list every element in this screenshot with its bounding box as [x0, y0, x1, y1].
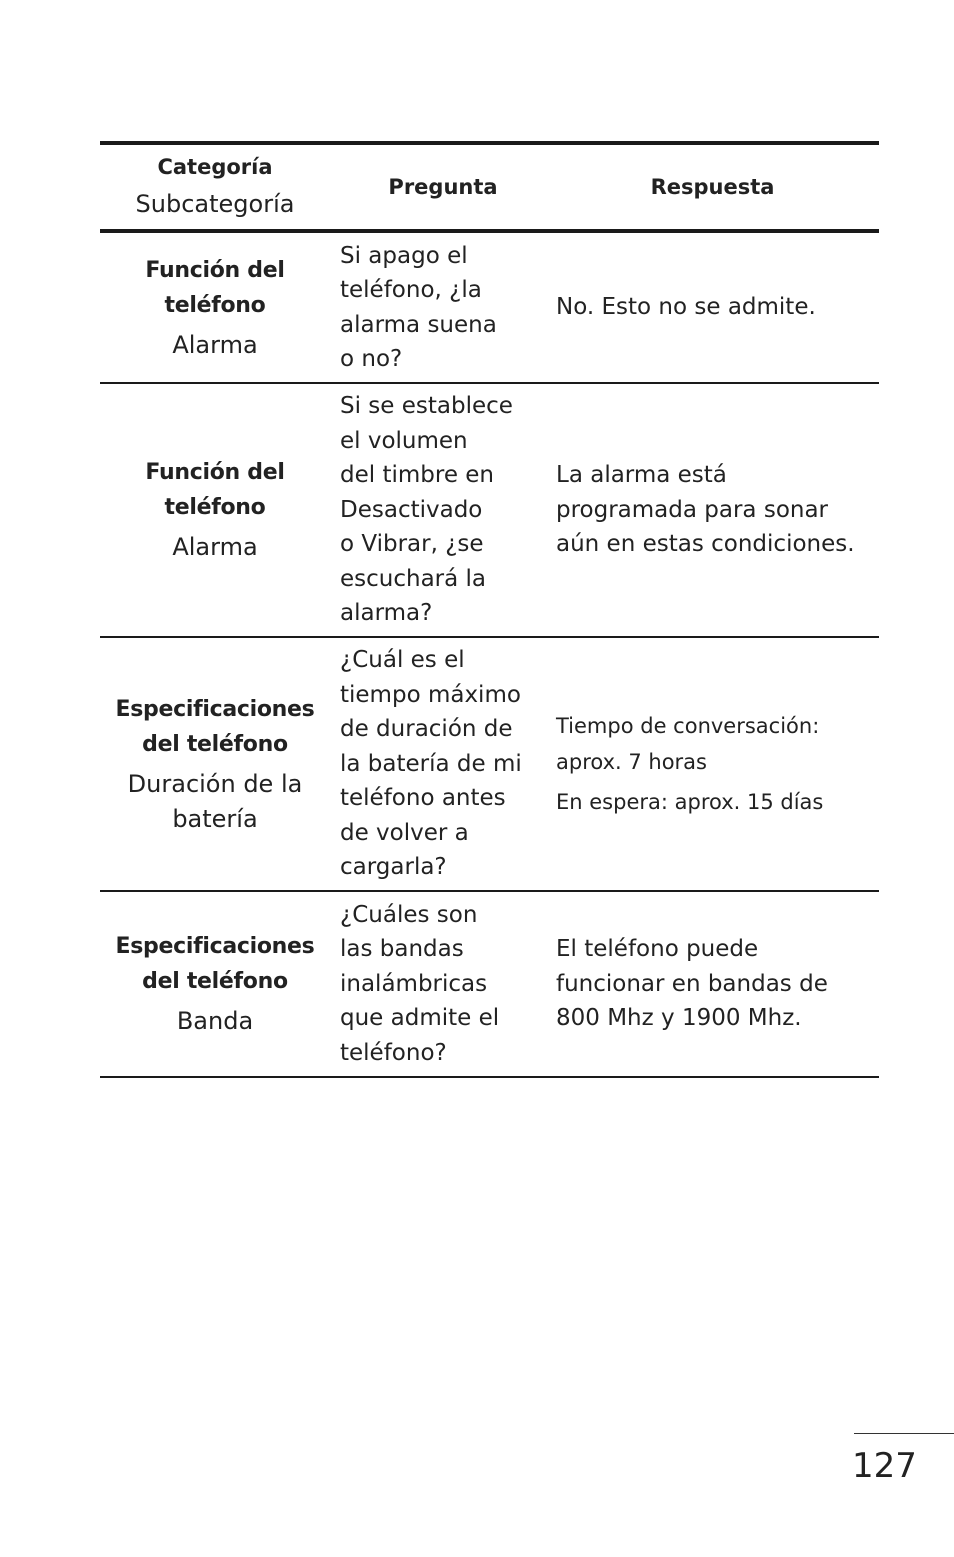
- subcategory-line: Alarma: [172, 533, 258, 561]
- category-cell: [100, 638, 330, 890]
- subcategory-line: batería: [172, 804, 258, 833]
- answer-line: No. Esto no se admite.: [556, 294, 816, 321]
- question-line: escuchará la: [340, 565, 487, 592]
- header-question-cell: [330, 145, 546, 229]
- category-line: teléfono: [164, 495, 266, 520]
- header-answer-label: Respuesta: [650, 175, 775, 199]
- category-line: del teléfono: [142, 731, 288, 757]
- question-line: inalámbricas: [340, 970, 488, 997]
- question-line: de volver a: [340, 819, 469, 846]
- answer-line: Tiempo de conversación:: [556, 714, 820, 738]
- question-line: tiempo máximo: [340, 681, 521, 708]
- category-line: Función del: [145, 257, 285, 283]
- category-line: Función del: [145, 460, 285, 485]
- question-line: las bandas: [340, 936, 464, 963]
- header-category-label: Categoría: [157, 155, 273, 179]
- question-line: o Vibrar, ¿se: [340, 531, 484, 558]
- question-line: del timbre en: [340, 462, 495, 489]
- question-line: la batería de mi: [340, 750, 522, 777]
- answer-cell: [546, 892, 879, 1076]
- question-line: alarma suena: [340, 311, 497, 338]
- question-line: teléfono antes: [340, 785, 506, 812]
- question-cell: [330, 638, 546, 890]
- question-cell: [330, 384, 546, 636]
- answer-line: El teléfono puede: [556, 936, 759, 963]
- table-row: [100, 892, 879, 1076]
- answer-line: funcionar en bandas de: [556, 970, 828, 997]
- subcategory-line: Duración de la: [127, 769, 303, 798]
- question-line: Si apago el: [340, 242, 468, 269]
- page-number: 127: [852, 1446, 917, 1486]
- question-line: teléfono?: [340, 1039, 447, 1066]
- question-line: el volumen: [340, 427, 468, 454]
- question-cell: [330, 892, 546, 1076]
- answer-cell: [546, 233, 879, 382]
- header-answer-cell: [546, 145, 879, 229]
- question-line: ¿Cuál es el: [340, 647, 465, 674]
- header-subcategory-label: Subcategoría: [135, 190, 295, 218]
- answer-line: La alarma está: [556, 462, 727, 489]
- header-question-label: Pregunta: [388, 175, 498, 199]
- table-header-row: [100, 145, 879, 233]
- subcategory-line: Banda: [176, 1007, 254, 1035]
- answer-cell: [546, 384, 879, 636]
- answer-line: En espera: aprox. 15 días: [556, 790, 824, 814]
- question-line: Si se establece: [340, 393, 513, 420]
- question-cell: [330, 233, 546, 382]
- question-line: cargarla?: [340, 854, 447, 881]
- category-cell: [100, 384, 330, 636]
- faq-table: [100, 141, 879, 1078]
- answer-line: aprox. 7 horas: [556, 750, 707, 774]
- category-line: Especificaciones: [115, 934, 315, 959]
- question-line: teléfono, ¿la: [340, 277, 482, 303]
- category-cell: [100, 233, 330, 382]
- question-line: o no?: [340, 346, 403, 372]
- answer-cell: [546, 638, 879, 890]
- answer-line: 800 Mhz y 1900 Mhz.: [556, 1005, 802, 1032]
- question-line: ¿Cuáles son: [340, 901, 478, 928]
- subcategory-line: Alarma: [172, 330, 258, 359]
- page-number-divider: [854, 1433, 954, 1434]
- table-row: [100, 233, 879, 384]
- question-line: alarma?: [340, 600, 433, 627]
- question-line: Desactivado: [340, 496, 483, 523]
- question-line: que admite el: [340, 1005, 500, 1032]
- answer-line: aún en estas condiciones.: [556, 531, 855, 558]
- table-row: [100, 638, 879, 892]
- category-line: Especificaciones: [115, 696, 315, 722]
- answer-line: programada para sonar: [556, 496, 829, 523]
- table-row: [100, 384, 879, 638]
- category-line: del teléfono: [142, 969, 288, 994]
- header-category-cell: [100, 145, 330, 229]
- category-cell: [100, 892, 330, 1076]
- question-line: de duración de: [340, 716, 513, 743]
- category-line: teléfono: [164, 292, 266, 318]
